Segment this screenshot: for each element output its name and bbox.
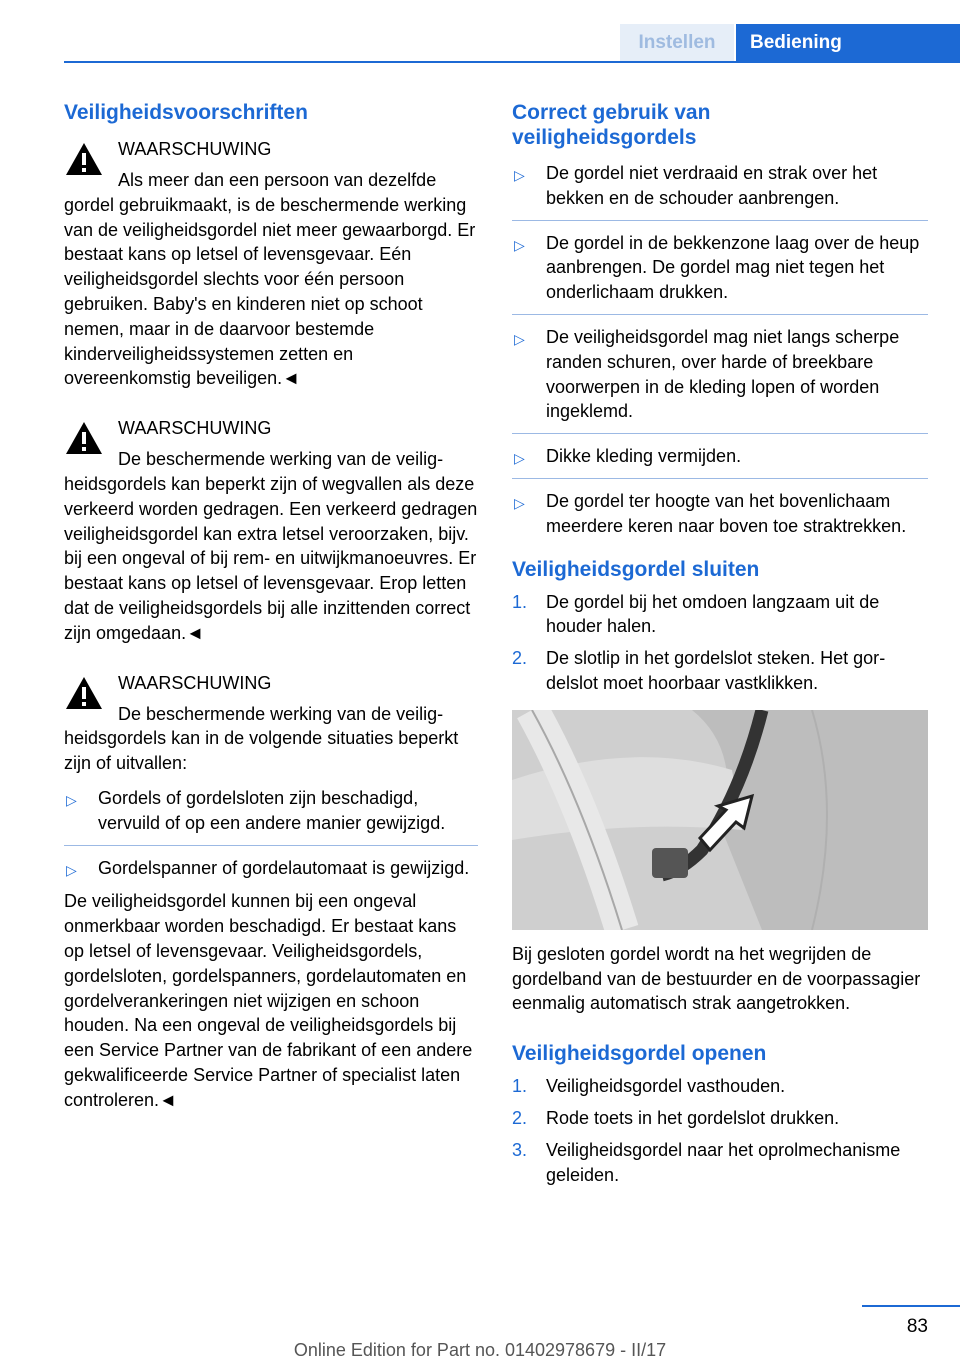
step-item: 1. De gordel bij het omdoen langzaam uit de houder halen. [512,591,880,637]
seatbelt-illustration [512,710,928,930]
tab-bediening[interactable]: Bediening [736,24,960,62]
list-item: ▷ Gordels of gordelsloten zijn beschadigd, vervuild of op een andere manier gewijzigd. [66,787,446,833]
warning-text: heidsgordels kan in de volgende situaties beperkt zijn of uitvallen: [64,728,459,774]
bullet-triangle-icon: ▷ [66,791,77,808]
list-divider [512,433,928,434]
warning-title: WAARSCHUWING [118,139,272,159]
warning-triangle-icon [64,675,104,711]
list-divider [512,220,928,221]
right-column [512,100,928,1194]
warning-text-first-line: De beschermende werking van de veilig- [118,703,444,724]
warning-title: WAARSCHUWING [118,672,272,693]
list-divider [512,478,928,479]
warning-triangle-icon [64,420,104,456]
page-header [0,0,960,62]
bullet-triangle-icon: ▷ [514,236,525,253]
step-number: 1. [512,591,528,612]
list-item: ▷ Gordelspanner of gordelautomaat is gewijzigd. [64,856,478,881]
step-item: 2. Rode toets in het gordelslot drukken. [512,1106,928,1131]
divider [512,478,928,479]
bullet-triangle-icon: ▷ [66,861,77,878]
step-number: 2. [512,648,528,669]
section-heading-close-belt: Veiligheidsgordel sluiten [512,557,760,581]
warning-title: WAARSCHUWING [118,418,272,439]
header-rule [64,61,960,63]
correct-use-list [512,161,928,539]
section-heading-safety: Veiligheidsvoorschriften [64,101,308,124]
list-item: ▷ De gordel niet verdraaid en strak over het bekken en de schouder aanbrengen. [514,163,878,208]
left-column [64,100,478,1113]
closing-paragraph: De veiligheidsgordel kunnen bij een ongeval onmerkbaar worden beschadigd. Er bestaat kans op letsel of levensgevaar. Veiligheidsgordels, gordelsloten, gordelspanners, gordelautomaten en gordelverankeringen niet wijzigen en schoon houden. Na een ongeval de veiligheidsgordels bij een Service Partner van de fabrikant of een andere gekwalificeerde Service Partner of specialist laten controleren.◄ [64,891,473,1110]
divider [512,314,928,315]
step-item: 2. De slotlip in het gordelslot steken. Het gordelslot moet hoorbaar vastklikken. [512,648,886,693]
warning-block-1 [64,137,478,391]
bullet-triangle-icon: ▷ [514,330,525,347]
warning-text: gordel gebruikmaakt, is de beschermende werking van de veiligheidsgordel niet meer gewaarborgd. Er bestaat kans op letsel of levensgevaar. Eén veiligheidsgordel slechts voor één persoon gebruiken. Baby's en kinderen niet op schoot nemen, maar in de daarvoor bestemde kinderveiligheidssystemen zetten en overeenkomstig beveiligen.◄ [64,194,476,389]
bullet-triangle-icon: ▷ [514,450,525,467]
warning-text: heidsgordels kan beperkt zijn of wegvallen als deze verkeerd worden gedragen. Een verkeerd gedragen veiligheidsgordel kan extra letsel veroorzaken, bijv. bij een ongeval of bij rem- en uitwijkmanoeuvres. Er bestaat kans op letsel of levensgevaar. Erop letten dat de veiligheidsgordels bij alle inzittenden correct zijn omgedaan.◄ [64,473,478,643]
section-heading-open-belt: Veiligheidsgordel openen [512,1042,767,1066]
list-item: ▷ Dikke kleding vermijden. [512,444,928,469]
warning-text-first-line: De beschermende werking van de veilig- [118,449,444,470]
list-divider [512,314,928,315]
divider [512,433,928,434]
open-steps-list [512,1074,928,1187]
list-item: ▷ De gordel ter hoogte van het bovenlichaam meerdere keren naar boven toe straktrekken. [514,490,907,536]
warning-triangle-icon [64,141,104,177]
close-steps-list [512,590,928,696]
seatbelt-buckle-photo [512,710,928,930]
divider [64,845,478,846]
footer-rule [862,1305,960,1307]
bullet-triangle-icon: ▷ [514,167,525,183]
step-number: 1. [512,1076,528,1097]
step-number: 2. [512,1107,528,1128]
list-item: ▷ De veiligheidsgordel mag niet langs scherpe randen schuren, over harde of breekbare voorwerpen in de kleding lopen of worden ingeklemd. [514,326,900,422]
warning-text-first-line: Als meer dan een persoon van dezelfde [118,170,437,190]
step-item: 3. Veiligheidsgordel naar het oprolmechanisme geleiden. [512,1139,901,1185]
edition-note: Online Edition for Part no. 01402978679 - II/17 [293,1340,667,1360]
step-number: 3. [512,1139,528,1160]
divider [512,220,928,221]
page-number: 83 [906,1316,928,1337]
photo-caption: Bij gesloten gordel wordt na het wegrijden de gordelband van de bestuurder en de voorpassagier eenmalig automatisch strak aangetrokken. [512,943,921,1014]
bullet-triangle-icon: ▷ [514,494,525,511]
warning-block-2 [64,416,478,645]
section-heading-correct-use: Correct gebruik van veiligheidsgordels [512,101,711,149]
list-item: ▷ De gordel in de bekkenzone laag over de heup aanbrengen. De gordel mag niet tegen het onderlichaam drukken. [514,232,920,303]
list-divider [64,845,478,846]
warning-block-3 [64,671,478,776]
warning-situations-list [64,786,478,880]
step-item: 1. Veiligheidsgordel vasthouden. [512,1074,928,1099]
tab-instellen[interactable]: Instellen [620,24,734,62]
